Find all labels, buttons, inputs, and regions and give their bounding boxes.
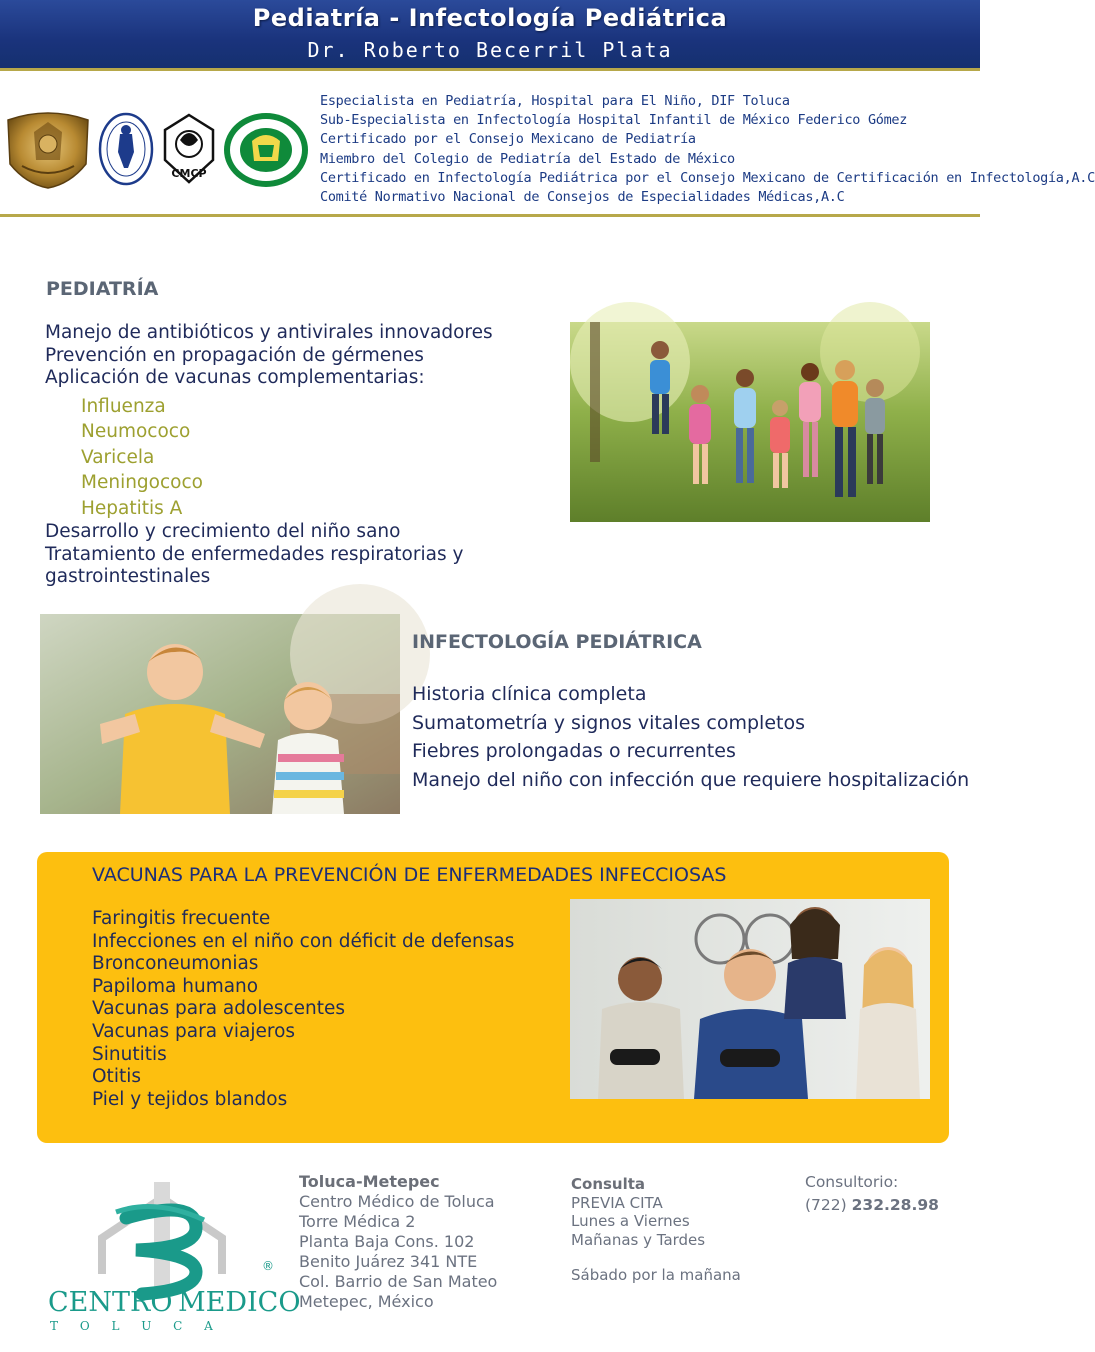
cmcp-logo-text: CMCP [171, 167, 207, 180]
centro-medico-toluca-logo [46, 1168, 301, 1339]
phone-digits: 232.28.98 [851, 1196, 939, 1214]
credentials-list [320, 92, 1095, 207]
children-playing-photo [570, 322, 930, 522]
header-divider-top [0, 68, 980, 71]
consultorio-block [805, 1171, 939, 1217]
list-item: Vacunas para adolescentes [92, 998, 346, 1020]
list-item: Otitis [92, 1066, 141, 1088]
schedule-line: Lunes a Viernes [571, 1212, 690, 1230]
address-line: Centro Médico de Toluca [299, 1192, 495, 1211]
vacunas-list [92, 908, 514, 1111]
vaccine-item: Influenza [81, 395, 166, 417]
header-divider-bottom [0, 214, 980, 217]
location-block [299, 1172, 497, 1312]
address-line: Benito Juárez 341 NTE [299, 1252, 478, 1271]
address-line: Planta Baja Cons. 102 [299, 1232, 475, 1251]
teens-gaming-photo [570, 899, 930, 1099]
list-item: Sinutitis [92, 1043, 167, 1065]
list-item: Manejo de antibióticos y antivirales innovadores [45, 322, 493, 343]
credential-line: Especialista en Pediatría, Hospital para El Niño, DIF Toluca [320, 93, 790, 109]
vaccine-item: Neumococo [81, 421, 191, 443]
phone-area-code: (722) [805, 1196, 847, 1214]
address-line: Torre Médica 2 [299, 1212, 416, 1231]
list-item: Fiebres prolongadas o recurrentes [412, 740, 736, 762]
consulta-block [571, 1175, 741, 1285]
kids-water-play-photo [40, 614, 400, 814]
logo-registered-mark: ® [262, 1259, 274, 1273]
address-line: Col. Barrio de San Mateo [299, 1272, 498, 1291]
cmcp-logo [160, 112, 218, 191]
list-item: Vacunas para viajeros [92, 1020, 296, 1042]
infectologia-list [412, 680, 969, 794]
consulta-head: Consulta [571, 1175, 646, 1193]
vaccine-item: Hepatitis A [81, 497, 183, 519]
list-item: gastrointestinales [45, 566, 211, 588]
doctor-name: Dr. Roberto Becerril Plata [307, 38, 673, 62]
estados-unidos-mexicanos-seal [4, 110, 92, 195]
credential-line: Comité Normativo Nacional de Consejos de Especialidades Médicas,A.C [320, 189, 845, 206]
logo-sub-toluca: T O L U C A [50, 1319, 222, 1333]
list-item: Papiloma humano [92, 975, 259, 997]
logo-name-centro: CENTRO [48, 1287, 173, 1318]
list-item: Aplicación de vacunas complementarias: [45, 367, 425, 389]
vacunas-section-title: VACUNAS PARA LA PREVENCIÓN DE ENFERMEDADES INFECCIOSAS [92, 864, 727, 886]
list-item: Faringitis frecuente [92, 908, 271, 929]
pediatria-section-title: PEDIATRÍA [46, 278, 159, 300]
list-item: Infecciones en el niño con déficit de defensas [92, 930, 515, 952]
list-item: Sumatometría y signos vitales completos [412, 711, 805, 734]
schedule-line: Mañanas y Tardes [571, 1230, 706, 1249]
infectologia-section-title: INFECTOLOGÍA PEDIÁTRICA [412, 631, 702, 653]
consultorio-label: Consultorio: [805, 1173, 899, 1191]
list-item: Piel y tejidos blandos [92, 1088, 288, 1110]
list-item: Historia clínica completa [412, 683, 647, 705]
list-item: Desarrollo y crecimiento del niño sano [45, 521, 401, 543]
schedule-line: PREVIA CITA [571, 1193, 663, 1212]
schedule-saturday: Sábado por la mañana [571, 1266, 741, 1284]
header-banner [0, 0, 980, 68]
logo-name-medico: MEDICO [178, 1287, 301, 1318]
credential-line: Certificado por el Consejo Mexicano de Pediatría [320, 131, 696, 148]
list-item: Bronconeumonias [92, 953, 259, 975]
location-head: Toluca-Metepec [299, 1172, 440, 1191]
credential-line: Certificado en Infectología Pediátrica por el Consejo Mexicano de Certificación en Infectología,A.C [320, 169, 1095, 186]
vaccine-item: Meningococo [81, 472, 203, 494]
list-item: Tratamiento de enfermedades respiratorias y [45, 543, 464, 565]
hospital-infantil-logo [98, 112, 154, 191]
credential-line: Miembro del Colegio de Pediatría del Estado de México [320, 150, 735, 167]
list-item: Manejo del niño con infección que requiere hospitalización [412, 768, 970, 791]
list-item: Prevención en propagación de gérmenes [45, 344, 424, 366]
page-title: Pediatría - Infectología Pediátrica [252, 4, 728, 32]
colegio-pediatria-logo [222, 111, 310, 194]
pediatria-list [45, 322, 493, 589]
address-line: Metepec, México [299, 1292, 434, 1311]
phone-number[interactable] [805, 1194, 939, 1217]
vaccine-item: Varicela [81, 446, 155, 468]
credential-line: Sub-Especialista en Infectología Hospital Infantil de México Federico Gómez [320, 112, 908, 129]
